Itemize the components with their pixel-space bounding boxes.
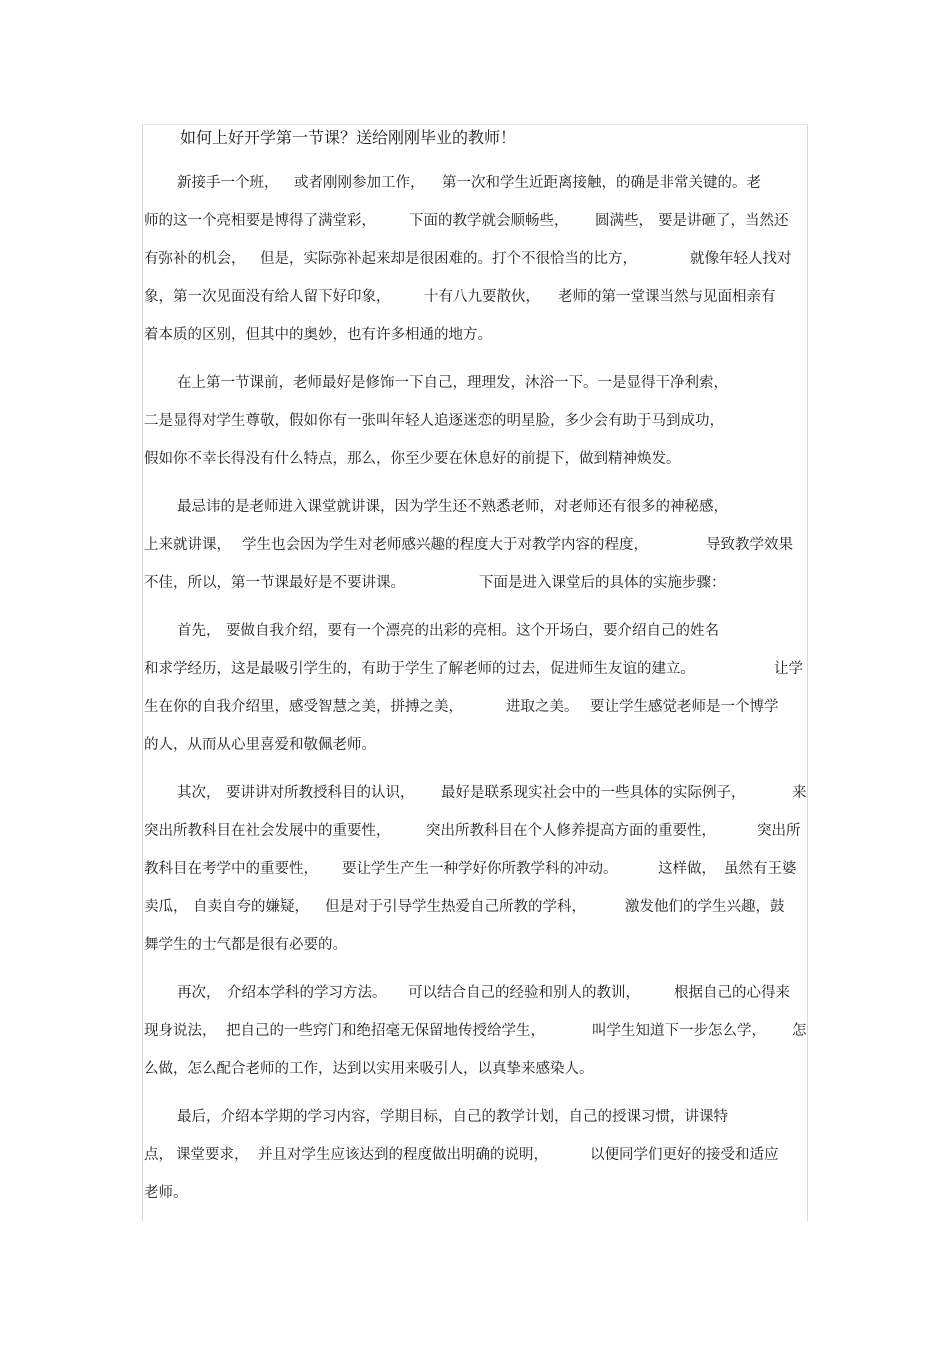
text-segment: 的人，从而从心里喜爱和敬佩老师。: [144, 737, 376, 753]
text-segment: 自卖自夸的嫌疑，: [193, 899, 309, 915]
text-segment: 老师。: [144, 1185, 188, 1201]
text-segment: 卖瓜，: [144, 899, 188, 915]
text-segment: 新接手一个班，: [177, 175, 279, 191]
text-segment: 么做，怎么配合老师的工作，达到以实用来吸引人，以真挚来感染人。: [144, 1061, 594, 1077]
text-segment: 不佳，所以，第一节课最好是不要讲课。: [144, 575, 405, 591]
text-segment: 介绍本学科的学习方法。: [227, 985, 387, 1001]
text-segment: 第一次和学生近距离接触，的确是非常关键的。老: [442, 175, 761, 191]
text-segment: 象，第一次见面没有给人留下好印象，: [144, 289, 391, 305]
text-segment: 现身说法，: [144, 1023, 217, 1039]
text-segment: 首先，: [177, 623, 221, 639]
text-segment: 有弥补的机会，: [144, 251, 246, 267]
text-segment: 这样做，: [658, 861, 716, 877]
text-segment: 下面是进入课堂后的具体的实施步骤：: [479, 575, 726, 591]
text-segment: 十有八九要散伙，: [424, 289, 540, 305]
text-segment: 突出所: [757, 823, 801, 839]
text-segment: 以便同学们更好的接受和适应: [590, 1147, 779, 1163]
text-segment: 但是，实际弥补起来却是很困难的。打个不很恰当的比方，: [260, 251, 637, 267]
text-segment: 最好是联系现实社会中的一些具体的实际例子，: [441, 785, 746, 801]
text-segment: 师的这一个亮相要是博得了满堂彩，: [144, 213, 376, 229]
text-segment: 课堂要求，: [176, 1147, 249, 1163]
text-segment: 突出所教科目在社会发展中的重要性，: [144, 823, 391, 839]
text-segment: 在上第一节课前，老师最好是修饰一下自己，理理发，沐浴一下。一是显得干净利索，: [177, 375, 728, 391]
text-segment: 但是对于引导学生热爱自己所教的学科，: [325, 899, 586, 915]
text-segment: 突出所教科目在个人修养提高方面的重要性，: [426, 823, 716, 839]
text-segment: 生在你的自我介绍里，感受智慧之美，拼搏之美，: [144, 699, 463, 715]
text-segment: 把自己的一些窍门和绝招毫无保留地传授给学生，: [226, 1023, 545, 1039]
text-segment: 最后，介绍本学期的学习内容，学期目标，自己的教学计划，自己的授课习惯，讲课特: [177, 1109, 728, 1125]
text-segment: 要讲讲对所教授科目的认识，: [226, 785, 415, 801]
text-segment: 叫学生知道下一步怎么学，: [592, 1023, 766, 1039]
text-segment: 教科目在考学中的重要性，: [144, 861, 318, 877]
text-segment: 二是显得对学生尊敬，假如你有一张叫年轻人追逐迷恋的明星脸，多少会有助于马到成功，: [144, 413, 724, 429]
text-segment: 要是讲砸了，当然还: [658, 213, 789, 229]
text-segment: 点，: [144, 1147, 173, 1163]
text-segment: 着本质的区别，但其中的奥妙，也有许多相通的地方。: [144, 327, 492, 343]
text-segment: 要做自我介绍，要有一个漂亮的出彩的亮相。这个开场白，要介绍自己的姓名: [226, 623, 719, 639]
text-segment: 要让学生产生一种学好你所教学科的冲动。: [342, 861, 618, 877]
text-segment: 可以结合自己的经验和别人的教训，: [408, 985, 640, 1001]
text-segment: 就像年轻人找对: [690, 251, 792, 267]
text-segment: 其次，: [177, 785, 221, 801]
text-segment: 再次，: [177, 985, 221, 1001]
text-segment: 让学: [774, 661, 803, 677]
text-segment: 来: [792, 785, 807, 801]
text-segment: 和求学经历，这是最吸引学生的，有助于学生了解老师的过去，促进师生友谊的建立。: [144, 661, 695, 677]
document-title: 如何上好开学第一节课？送给刚刚毕业的教师！: [180, 128, 517, 147]
text-segment: 或者刚刚参加工作，: [294, 175, 425, 191]
text-segment: 圆满些，: [595, 213, 653, 229]
text-segment: 导致教学效果: [706, 537, 793, 553]
text-segment: 激发他们的学生兴趣，鼓: [625, 899, 785, 915]
text-segment: 假如你不幸长得没有什么特点，那么，你至少要在休息好的前提下，做到精神焕发。: [144, 451, 681, 467]
text-segment: 虽然有王婆: [724, 861, 797, 877]
text-segment: 要让学生感觉老师是一个博学: [590, 699, 779, 715]
text-segment: 下面的教学就会顺畅些，: [409, 213, 569, 229]
text-segment: 最忌讳的是老师进入课堂就讲课，因为学生还不熟悉老师，对老师还有很多的神秘感，: [177, 499, 728, 515]
text-segment: 老师的第一堂课当然与见面相亲有: [558, 289, 776, 305]
text-segment: 根据自己的心得来: [674, 985, 790, 1001]
text-segment: 舞学生的士气都是很有必要的。: [144, 937, 347, 953]
text-segment: 学生也会因为学生对老师感兴趣的程度大于对教学内容的程度，: [242, 537, 648, 553]
text-segment: 进取之美。: [506, 699, 579, 715]
text-segment: 怎: [792, 1023, 807, 1039]
text-segment: 上来就讲课，: [144, 537, 231, 553]
text-segment: 并且对学生应该达到的程度做出明确的说明，: [258, 1147, 548, 1163]
